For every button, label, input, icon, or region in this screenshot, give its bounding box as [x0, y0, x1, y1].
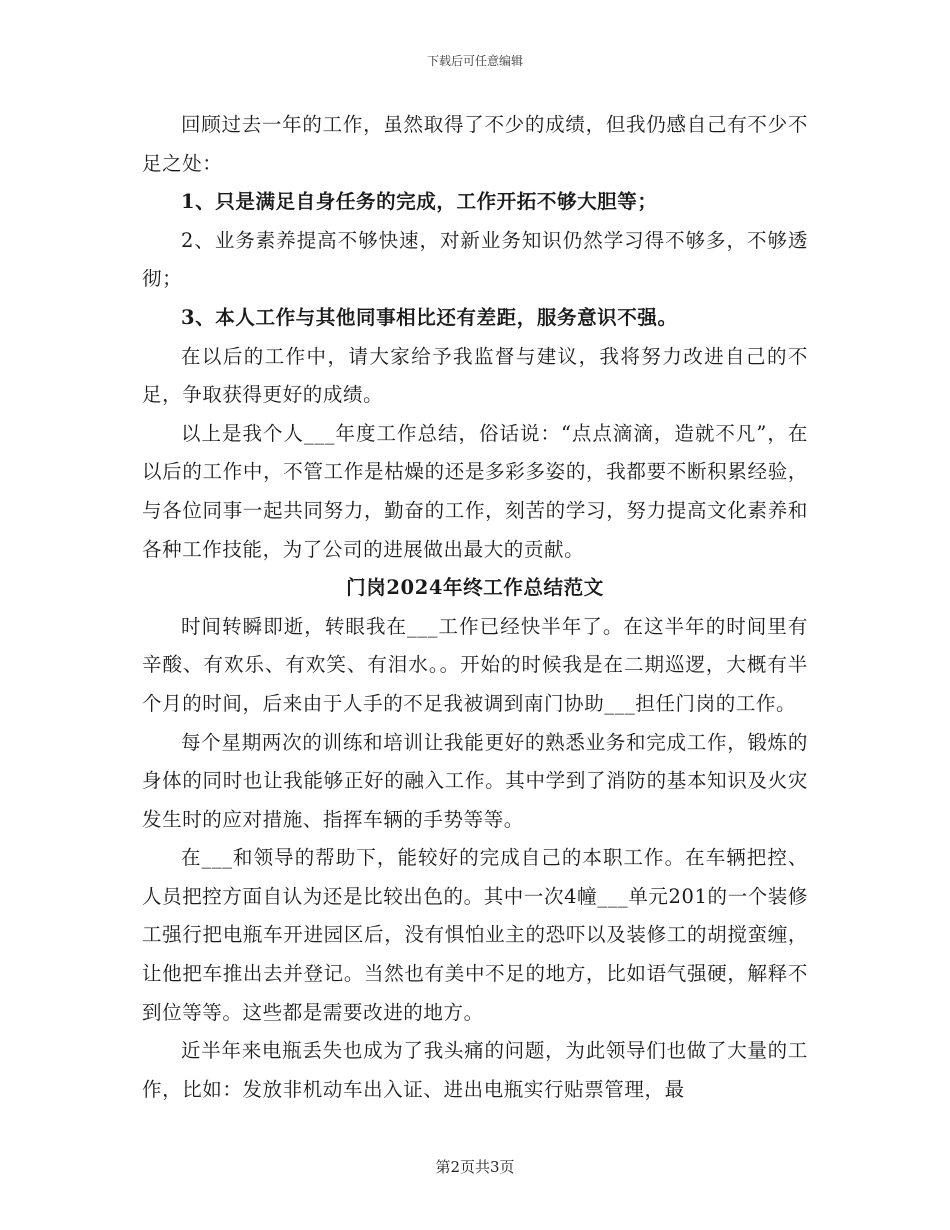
section-paragraph-intro: 时间转瞬即逝，转眼我在___工作已经快半年了。在这半年的时间里有辛酸、有欢乐、有欢笑、有泪水。。开始的时候我是在二期巡逻，大概有半个月的时间，后来由于人手的不足我被调到南门协助___担任门岗的工作。 [142, 614, 808, 715]
page-header: 下载后可任意编辑 [426, 54, 523, 68]
paragraph-conclusion: 以上是我个人___年度工作总结，俗话说：“点点滴滴，造就不凡”，在以后的工作中，不管工作是枯燥的还是多彩多姿的，我都要不断积累经验，与各位同事一起共同努力，勤奋的工作，刻苦的学习，努力提高文化素养和各种工作技能，为了公司的进展做出最大的贡献。 [142, 421, 808, 561]
section-paragraph-battery: 近半年来电瓶丢失也成为了我头痛的问题，为此领导们也做了大量的工作，比如：发放非机动车出入证、进出电瓶实行贴票管理，最 [142, 1039, 808, 1101]
paragraph-shortcoming-3: 3、本人工作与其他同事相比还有差距，服务意识不强。 [181, 305, 678, 329]
section-paragraph-training: 每个星期两次的训练和培训让我能更好的熟悉业务和完成工作，锻炼的身体的同时也让我能够正好的融入工作。其中学到了消防的基本知识及火灾发生时的应对措施、指挥车辆的手势等等。 [142, 730, 808, 831]
page-footer: 第2页共3页 [435, 1158, 515, 1176]
document-body [142, 106, 808, 1109]
paragraph-shortcoming-1: 1、只是满足自身任务的完成，工作开拓不够大胆等； [181, 190, 658, 214]
section-title: 门岗2024年终工作总结范文 [346, 576, 604, 600]
paragraph-review: 回顾过去一年的工作，虽然取得了不少的成绩，但我仍感自己有不少不足之处： [142, 113, 808, 175]
section-paragraph-duty: 在___和领导的帮助下，能较好的完成自己的本职工作。在车辆把控、人员把控方面自认为还是比较出色的。其中一次4幢___单元201的一个装修工强行把电瓶车开进园区后，没有惧怕业主的恐吓以及装修工的胡搅蛮缠，让他把车推出去并登记。当然也有美中不足的地方，比如语气强硬，解释不到位等等。这些都是需要改进的地方。 [142, 846, 808, 1024]
paragraph-future: 在以后的工作中，请大家给予我监督与建议，我将努力改进自己的不足，争取获得更好的成绩。 [142, 344, 808, 407]
paragraph-shortcoming-2: 2、业务素养提高不够快速，对新业务知识仍然学习得不够多，不够透彻； [142, 228, 808, 291]
